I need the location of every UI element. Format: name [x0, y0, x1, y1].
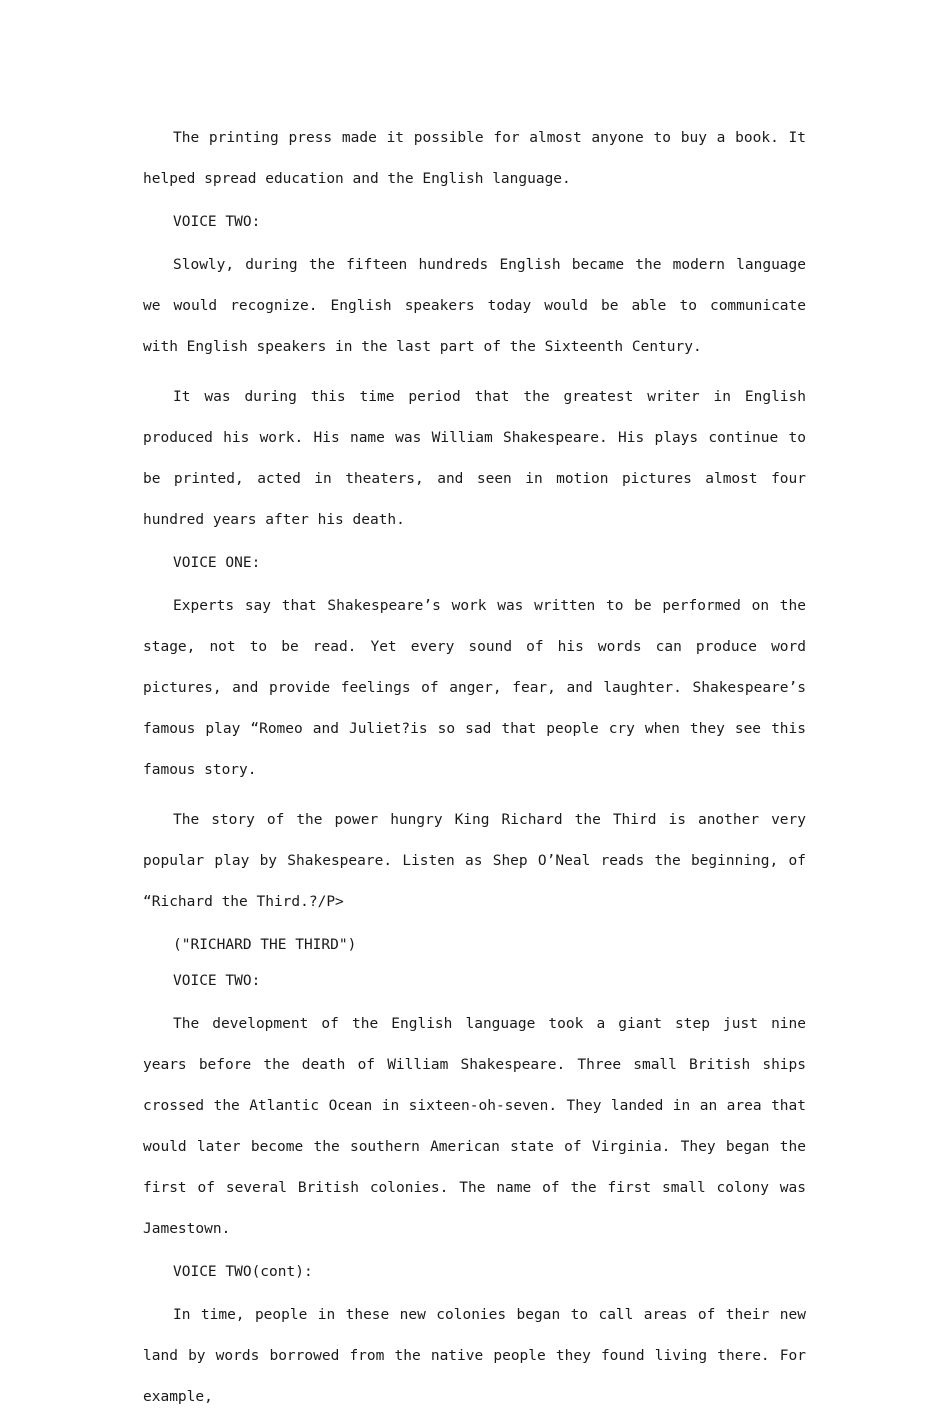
- speaker-label-voice-two: VOICE TWO:: [173, 214, 261, 230]
- paragraph-richard-the-third: The story of the power hungry King Richard the Third is another very popular play by Shakespeare. Listen as Shep O’Neal reads the beginning, of “Richard the Third.?/P>: [143, 812, 806, 910]
- stage-direction-richard-the-third: ("RICHARD THE THIRD"): [173, 937, 357, 953]
- paragraph-borrowed-words: In time, people in these new colonies began to call areas of their new land by words borrowed from the native people they found living there. For example,: [143, 1307, 806, 1405]
- paragraph-jamestown: The development of the English language took a giant step just nine years before the death of William Shakespeare. Three small British ships crossed the Atlantic Ocean in sixteen-oh-seven. They landed in an area that would later become the southern American state of Virginia. They began the first of several British colonies. The name of the first small colony was Jamestown.: [143, 1016, 806, 1237]
- document-body: [143, 118, 806, 1427]
- speaker-label-voice-two-second: VOICE TWO:: [173, 973, 261, 989]
- paragraph-modern-english: Slowly, during the fifteen hundreds English became the modern language we would recognize. English speakers today would be able to communicate with English speakers in the last part of the Sixteenth Century.: [143, 257, 806, 355]
- paragraph-performed-on-stage: Experts say that Shakespeare’s work was written to be performed on the stage, not to be read. Yet every sound of his words can produce word pictures, and provide feelings of anger, fear, and laughter. Shakespeare’s famous play “Romeo and Juliet?is so sad that people cry when they see this famous story.: [143, 598, 806, 778]
- speaker-label-voice-one: VOICE ONE:: [173, 555, 261, 571]
- paragraph-printing-press: The printing press made it possible for almost anyone to buy a book. It helped spread education and the English language.: [143, 130, 806, 187]
- paragraph-shakespeare: It was during this time period that the greatest writer in English produced his work. His name was William Shakespeare. His plays continue to be printed, acted in theaters, and seen in motion pictures almost four hundred years after his death.: [143, 389, 806, 528]
- speaker-label-voice-two-cont: VOICE TWO(cont):: [173, 1264, 313, 1280]
